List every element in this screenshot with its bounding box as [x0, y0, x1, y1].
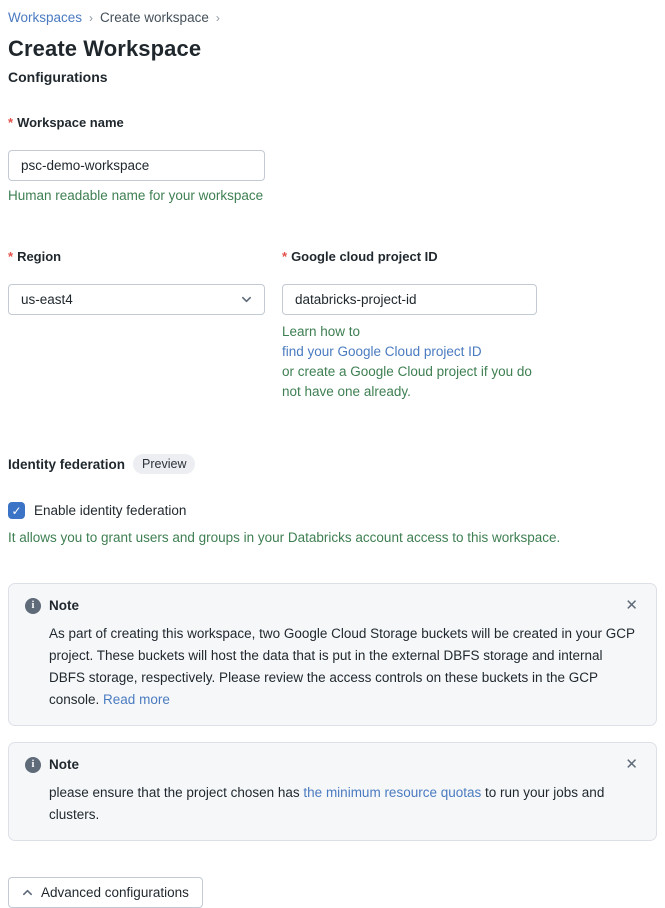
breadcrumb-link-workspaces[interactable]: Workspaces: [8, 10, 83, 25]
project-id-input[interactable]: [282, 284, 537, 315]
note-banner-resource-quotas: [8, 742, 657, 841]
project-helper-line: not have one already.: [282, 384, 411, 399]
breadcrumb-separator-icon: ›: [215, 10, 220, 25]
required-asterisk: *: [8, 249, 14, 264]
note-body: please ensure that the project chosen has the minimum resource quotas to run your jobs and clusters.: [49, 785, 605, 822]
region-selected-value: us-east4: [21, 292, 73, 307]
configurations-heading: Configurations: [8, 69, 108, 85]
close-icon[interactable]: ✕: [621, 755, 642, 774]
region-label: * Region: [8, 249, 62, 264]
preview-badge: Preview: [133, 454, 195, 474]
info-icon: i: [25, 757, 41, 773]
chevron-up-icon: [22, 887, 33, 898]
note-title: Note: [49, 757, 79, 772]
identity-federation-checkbox-label[interactable]: Enable identity federation: [34, 503, 187, 518]
project-helper-line: Learn how to: [282, 324, 361, 339]
enable-identity-federation-row[interactable]: [8, 502, 657, 519]
close-icon[interactable]: ✕: [621, 596, 642, 615]
project-id-helper: [282, 322, 539, 402]
page-title: Create Workspace: [8, 36, 202, 61]
identity-federation-checkbox[interactable]: [8, 502, 25, 519]
chevron-down-icon: [241, 294, 252, 305]
identity-federation-helper: It allows you to grant users and groups in your Databricks account access to this workspace.: [8, 530, 561, 545]
note-title: Note: [49, 598, 79, 613]
identity-federation-heading: Identity federation: [8, 456, 126, 472]
find-project-id-link[interactable]: find your Google Cloud project ID: [282, 344, 482, 359]
note-banner-gcs-buckets: [8, 583, 657, 726]
workspace-name-label: * Workspace name: [8, 115, 124, 130]
workspace-name-helper: Human readable name for your workspace: [8, 188, 264, 203]
advanced-configurations-label: Advanced configurations: [41, 885, 189, 900]
breadcrumb: [8, 10, 657, 25]
advanced-configurations-button[interactable]: [8, 877, 203, 908]
breadcrumb-separator-icon: ›: [89, 10, 94, 25]
project-helper-line: or create a Google Cloud project if you do: [282, 364, 532, 379]
minimum-resource-quotas-link[interactable]: the minimum resource quotas: [303, 785, 482, 800]
required-asterisk: *: [282, 249, 288, 264]
project-id-label: * Google cloud project ID: [282, 249, 438, 264]
read-more-link[interactable]: Read more: [103, 692, 170, 707]
required-asterisk: *: [8, 115, 14, 130]
check-icon: ✓: [11, 503, 22, 518]
workspace-name-input[interactable]: [8, 150, 265, 181]
region-select[interactable]: [8, 284, 265, 315]
note-body: As part of creating this workspace, two Google Cloud Storage buckets will be created in your GCP project. These buckets will host the data that is put in the external DBFS storage and internal DBFS storage, respectively. Please review the access controls on these buckets in the GCP console. Read more: [49, 626, 635, 707]
info-icon: i: [25, 598, 41, 614]
breadcrumb-item-create-workspace: Create workspace: [100, 10, 209, 25]
